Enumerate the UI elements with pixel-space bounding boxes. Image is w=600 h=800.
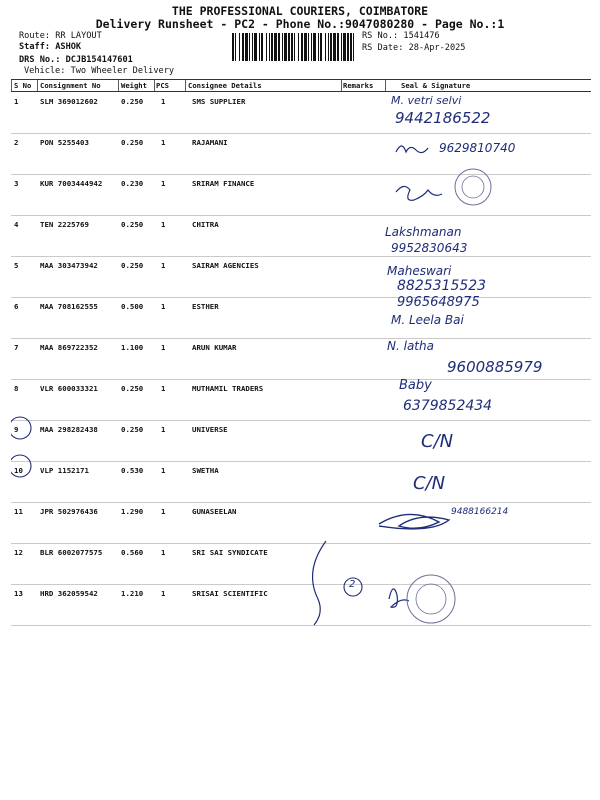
cell-consignee: GUNASEELAN: [192, 507, 237, 516]
handwriting-row-8-name: Baby: [399, 378, 432, 393]
col-header-consignee: Consignee Details: [188, 81, 262, 90]
cell-consignee: RAJAMANI: [192, 138, 228, 147]
cell-consignment: BLR 6002077575: [40, 548, 103, 557]
cell-sno: 8: [14, 384, 19, 393]
cell-sno: 6: [14, 302, 19, 311]
cell-pcs: 1: [161, 179, 166, 188]
cell-consignment: MAA 708162555: [40, 302, 98, 311]
cell-consignee: ARUN KUMAR: [192, 343, 237, 352]
cell-consignment: MAA 298282438: [40, 425, 98, 434]
delivery-table: [11, 79, 591, 626]
cell-sno: 13: [14, 589, 23, 598]
handwriting-row-11-phone: 9488166214: [451, 507, 509, 517]
cell-consignee: ESTHER: [192, 302, 219, 311]
drs-number: DRS No.: DCJB154147601: [19, 55, 133, 65]
cell-consignee: CHITRA: [192, 220, 219, 229]
cell-pcs: 1: [161, 384, 166, 393]
cell-sno: 11: [14, 507, 23, 516]
cell-pcs: 1: [161, 261, 166, 270]
handwriting-row-6-name: M. Leela Bai: [391, 313, 464, 327]
cell-pcs: 1: [161, 548, 166, 557]
cell-pcs: 1: [161, 425, 166, 434]
cell-sno: 12: [14, 548, 23, 557]
cell-weight: 1.290: [121, 507, 144, 516]
cell-consignment: HRD 362059542: [40, 589, 98, 598]
handwriting-row-4-name: Lakshmanan: [385, 225, 462, 239]
cell-consignment: MAA 303473942: [40, 261, 98, 270]
handwriting-row-1-phone: 9442186522: [395, 109, 491, 127]
cell-consignment: MAA 869722352: [40, 343, 98, 352]
cell-pcs: 1: [161, 343, 166, 352]
cell-consignment: PON 5255403: [40, 138, 89, 147]
handwriting-row-7-name: N. latha: [387, 339, 434, 353]
cell-sno: 7: [14, 343, 19, 352]
handwriting-row-4-phone: 9952830643: [391, 241, 468, 255]
cell-weight: 0.250: [121, 384, 144, 393]
col-header-consignment: Consignment No: [40, 81, 101, 90]
cell-weight: 0.250: [121, 220, 144, 229]
cell-weight: 0.500: [121, 302, 144, 311]
col-header-remarks: Remarks: [343, 81, 374, 90]
cell-weight: 1.100: [121, 343, 144, 352]
cell-weight: 0.230: [121, 179, 144, 188]
cell-pcs: 1: [161, 466, 166, 475]
cell-sno: 10: [14, 466, 23, 475]
rs-number: RS No.: 1541476: [362, 31, 440, 41]
col-header-pcs: PCS: [156, 81, 169, 90]
cell-pcs: 1: [161, 589, 166, 598]
cell-sno: 5: [14, 261, 19, 270]
col-header-weight: Weight: [121, 81, 147, 90]
cell-pcs: 1: [161, 138, 166, 147]
cell-weight: 0.560: [121, 548, 144, 557]
cell-consignee: UNIVERSE: [192, 425, 228, 434]
cell-pcs: 1: [161, 220, 166, 229]
cell-weight: 0.250: [121, 261, 144, 270]
cell-pcs: 1: [161, 97, 166, 106]
cell-consignment: VLR 600033321: [40, 384, 98, 393]
table-grid: [11, 79, 591, 626]
barcode-image: [232, 33, 354, 61]
handwriting-row-7-phone: 9600885979: [447, 358, 543, 376]
cell-consignment: SLM 369012602: [40, 97, 98, 106]
vehicle-label: Vehicle: Two Wheeler Delivery: [24, 66, 175, 76]
cell-sno: 4: [14, 220, 19, 229]
handwriting-row-2-phone: 9629810740: [439, 141, 516, 155]
cell-weight: 0.250: [121, 138, 144, 147]
cell-consignee: SMS SUPPLIER: [192, 97, 246, 106]
cell-sno: 2: [14, 138, 19, 147]
cell-pcs: 1: [161, 507, 166, 516]
handwriting-row-10-cn: C/N: [413, 473, 446, 494]
staff-label: Staff: ASHOK: [19, 42, 82, 52]
cell-consignee: SAIRAM AGENCIES: [192, 261, 259, 270]
handwriting-row-5-phone: 8825315523: [397, 278, 487, 294]
handwriting-row-8-phone: 6379852434: [403, 398, 493, 414]
cell-sno: 9: [14, 425, 19, 434]
cell-weight: 0.530: [121, 466, 144, 475]
cell-pcs: 1: [161, 302, 166, 311]
cell-consignment: KUR 7003444942: [40, 179, 103, 188]
handwriting-row-5-name: Maheswari: [387, 264, 452, 278]
cell-consignee: SRIRAM FINANCE: [192, 179, 255, 188]
handwriting-row-6-phone: 9965648975: [397, 295, 480, 310]
company-title: THE PROFESSIONAL COURIERS, COIMBATORE: [171, 4, 429, 18]
col-header-seal: Seal & Signature: [401, 81, 471, 90]
cell-weight: 0.250: [121, 97, 144, 106]
col-header-sno: S No: [14, 81, 32, 90]
cell-consignee: SRI SAI SYNDICATE: [192, 548, 268, 557]
cell-sno: 1: [14, 97, 19, 106]
cell-consignee: MUTHAMIL TRADERS: [192, 384, 264, 393]
cell-weight: 0.250: [121, 425, 144, 434]
handwriting-row-1-name: M. vetri selvi: [391, 94, 462, 107]
handwriting-margin-note: 2: [349, 579, 356, 590]
cell-sno: 3: [14, 179, 19, 188]
runsheet-subtitle: Delivery Runsheet - PC2 - Phone No.:9047080280 - Page No.:1: [95, 17, 505, 31]
rs-date: RS Date: 28-Apr-2025: [362, 43, 466, 53]
cell-consignee: SWETHA: [192, 466, 219, 475]
route-label: Route: RR LAYOUT: [19, 31, 102, 41]
cell-consignment: VLP 1152171: [40, 466, 89, 475]
cell-consignment: TEN 2225769: [40, 220, 89, 229]
cell-consignment: JPR 502976436: [40, 507, 98, 516]
handwriting-row-9-cn: C/N: [421, 431, 454, 452]
cell-weight: 1.210: [121, 589, 144, 598]
cell-consignee: SRISAI SCIENTIFIC: [192, 589, 268, 598]
